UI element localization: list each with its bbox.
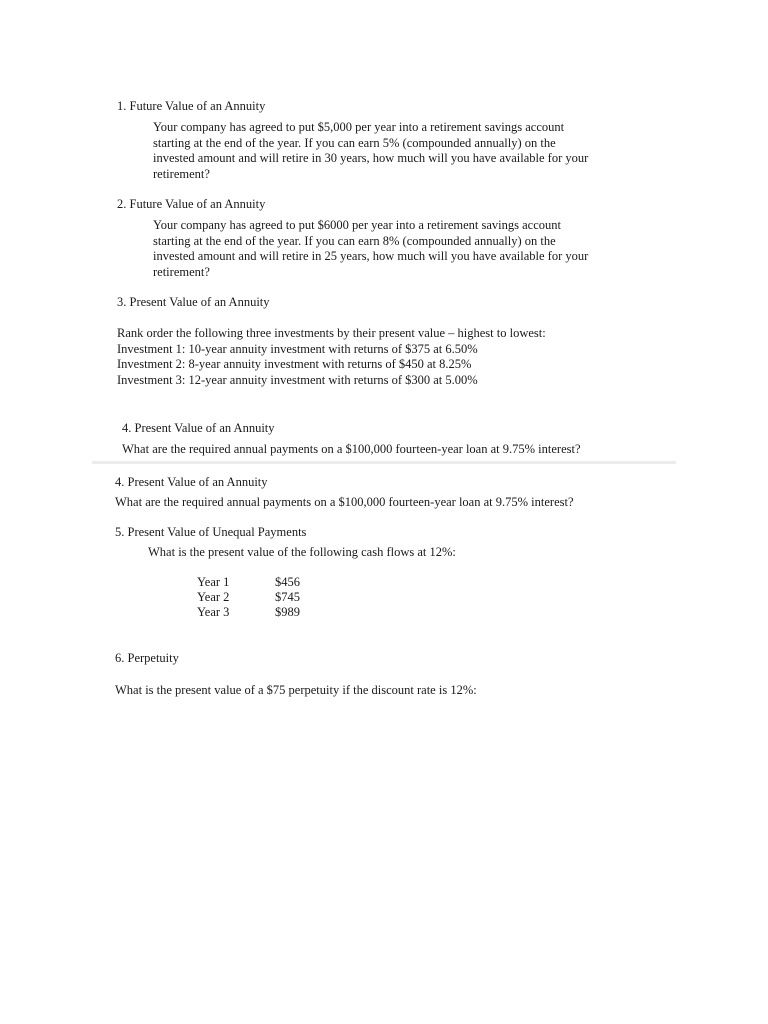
q2-line-1: Your company has agreed to put $6000 per year into a retirement savings account <box>153 218 561 232</box>
q3-body <box>117 326 677 388</box>
q5-text: What is the present value of the following cash flows at 12%: <box>148 545 456 559</box>
q3-investment-2: Investment 2: 8-year annuity investment with returns of $450 at 8.25% <box>117 357 472 371</box>
q1-line-2: starting at the end of the year. If you can earn 5% (compounded annually) on the <box>153 135 556 150</box>
cash-flow-row <box>197 575 300 590</box>
q5-heading: 5. Present Value of Unequal Payments <box>115 525 307 539</box>
q3-investment-1: Investment 1: 10-year annuity investment with returns of $375 at 6.50% <box>117 341 478 356</box>
q2-heading: 2. Future Value of an Annuity <box>117 197 266 211</box>
q2-line-3: invested amount and will retire in 25 years, how much will you have available for your <box>153 249 589 263</box>
q1-heading: 1. Future Value of an Annuity <box>117 99 266 113</box>
cash-flow-year: Year 1 <box>197 575 230 589</box>
q1-line-1: Your company has agreed to put $5,000 per year into a retirement savings account <box>153 120 565 134</box>
cash-flow-row <box>197 590 300 605</box>
q1-body <box>153 120 673 182</box>
q3-intro: Rank order the following three investments by their present value – highest to lowest: <box>117 326 546 340</box>
cash-flow-year: Year 3 <box>197 605 230 619</box>
q1-line-3: invested amount and will retire in 30 years, how much will you have available for your <box>153 151 589 165</box>
cash-flow-amount: $745 <box>275 590 300 604</box>
q4a-heading: 4. Present Value of an Annuity <box>122 421 275 435</box>
q4b-text: What are the required annual payments on a $100,000 fourteen-year loan at 9.75% interest? <box>115 495 574 509</box>
q2-line-4: retirement? <box>153 264 210 279</box>
cash-flow-amount: $456 <box>275 575 300 589</box>
q4b-heading: 4. Present Value of an Annuity <box>115 475 268 489</box>
q3-heading: 3. Present Value of an Annuity <box>117 295 270 309</box>
q1-line-4: retirement? <box>153 166 210 181</box>
q2-line-2: starting at the end of the year. If you can earn 8% (compounded annually) on the <box>153 233 556 248</box>
q4a-text: What are the required annual payments on a $100,000 fourteen-year loan at 9.75% interest? <box>122 442 581 456</box>
q6-text: What is the present value of a $75 perpetuity if the discount rate is 12%: <box>115 683 477 697</box>
cash-flow-table <box>197 575 300 620</box>
q6-heading: 6. Perpetuity <box>115 651 179 665</box>
cash-flow-row <box>197 605 300 620</box>
q3-investment-3: Investment 3: 12-year annuity investment with returns of $300 at 5.00% <box>117 372 478 387</box>
page-divider <box>92 461 676 464</box>
cash-flow-amount: $989 <box>275 605 300 619</box>
cash-flow-year: Year 2 <box>197 590 230 604</box>
q2-body <box>153 218 673 280</box>
